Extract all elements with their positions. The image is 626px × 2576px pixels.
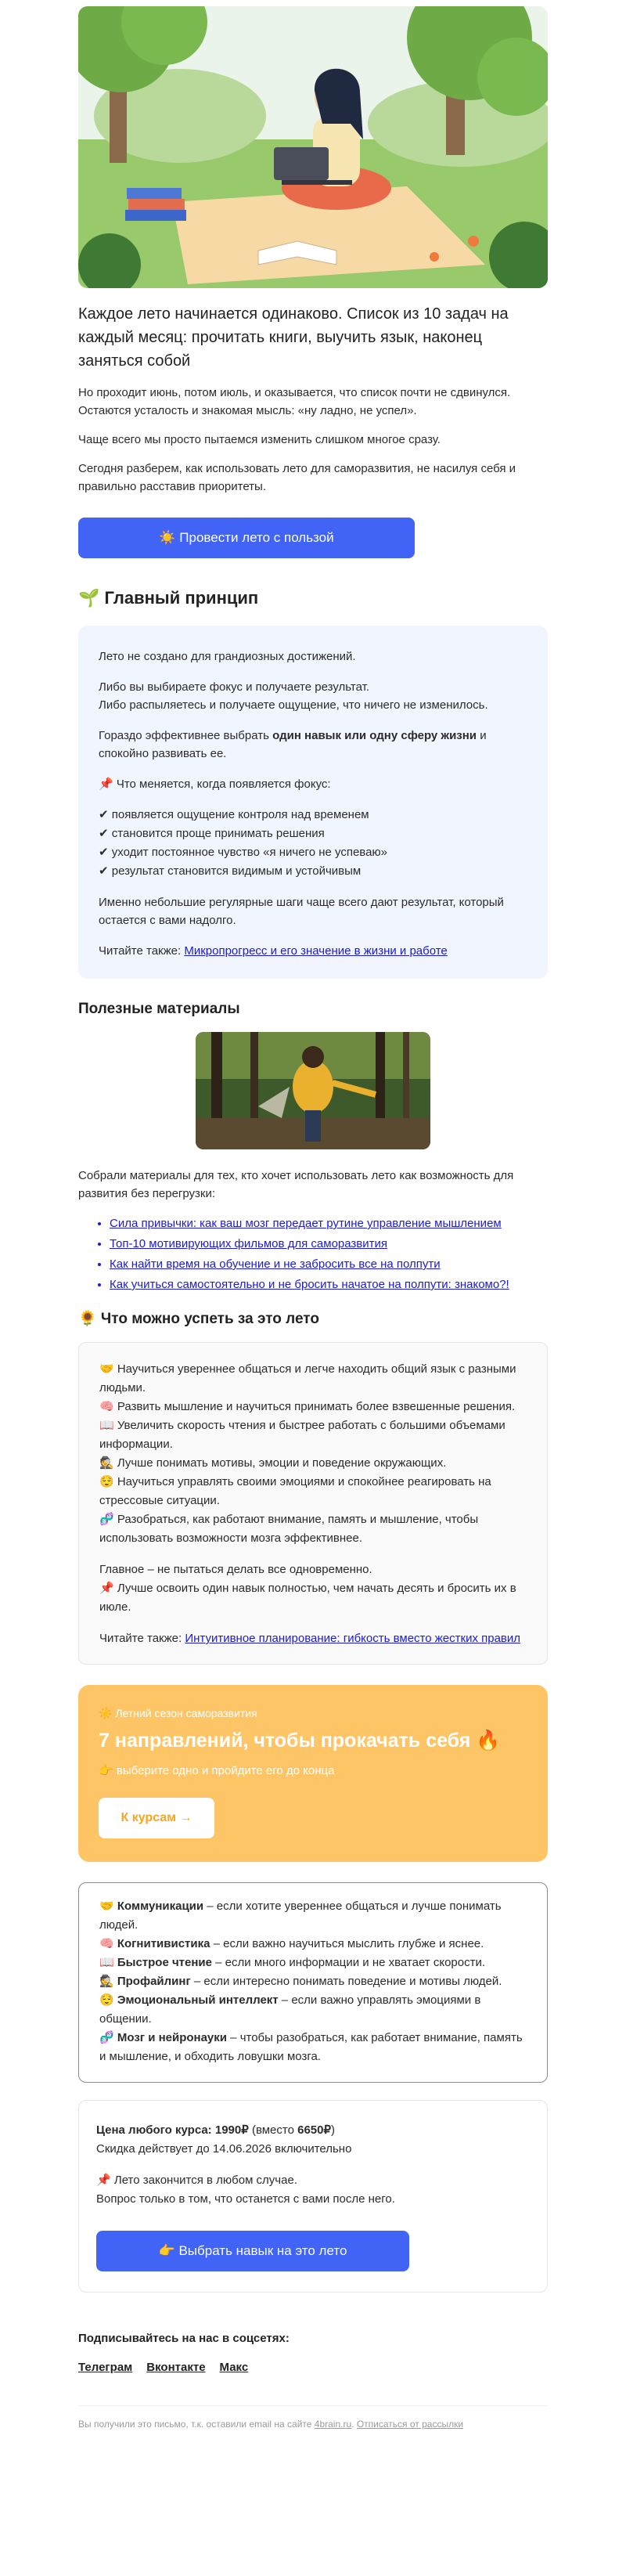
materials-title: Полезные материалы xyxy=(78,1001,240,1017)
list-item: 🤝 Научиться увереннее общаться и легче находить общий язык с разными людьми. xyxy=(99,1362,516,1394)
direction-text: – если важно научиться мыслить глубже и яснее. xyxy=(210,1937,484,1950)
principle-text xyxy=(99,678,527,714)
vkontakte-link[interactable]: Вконтакте xyxy=(146,2361,206,2374)
materials-intro: Собрали материалы для тех, кто хочет использовать лето как возможность для развития без перегрузки: xyxy=(78,1169,514,1200)
direction-name: Коммуникации xyxy=(117,1900,204,1913)
principle-text-pre: Гораздо эффективнее выбрать xyxy=(99,729,273,742)
material-link[interactable]: Сила привычки: как ваш мозг передает рутине управление мышлением xyxy=(110,1217,502,1230)
material-link[interactable]: Как найти время на обучение и не забросить все на полпути xyxy=(110,1257,441,1271)
telegram-link[interactable]: Телеграм xyxy=(78,2361,133,2374)
summer-main-line: Главное – не пытаться делать все одновременно. xyxy=(99,1563,372,1576)
social-links xyxy=(78,2361,548,2374)
summer-main xyxy=(99,1560,527,1617)
discount-text: Скидка действует до 14.06.2026 включительно xyxy=(96,2142,352,2156)
direction-text: – если хотите увереннее общаться и лучше понимать людей. xyxy=(99,1900,502,1932)
direction-item xyxy=(99,2029,527,2066)
direction-text: – если много информации и не хватает скорости. xyxy=(212,1956,486,1969)
woman-with-laptop-illustration xyxy=(78,6,548,288)
price-line xyxy=(96,2121,530,2140)
read-also xyxy=(99,1629,527,1648)
principle-title: 🌱 Главный принцип xyxy=(78,588,259,608)
footer xyxy=(78,2405,548,2430)
ending-text: Вопрос только в том, что останется с вами после него. xyxy=(96,2192,395,2206)
read-also-link[interactable]: Микропрогресс и его значение в жизни и работе xyxy=(184,944,448,958)
list-item: ✔ результат становится видимым и устойчивым xyxy=(99,864,362,878)
price-label: Цена любого курса: xyxy=(96,2123,215,2137)
summer-cta-button[interactable]: ☀️ Провести лето с пользой xyxy=(78,518,415,558)
choose-skill-button[interactable]: 👉 Выбрать навык на это лето xyxy=(96,2231,409,2271)
intro-paragraph: Чаще всего мы просто пытаемся изменить слишком многое сразу. xyxy=(78,433,441,446)
intro-paragraph: Сегодня разберем, как использовать лето для саморазвития, не насилуя себя и правильно расставив приоритеты. xyxy=(78,462,516,493)
principle-text: Лето не создано для грандиозных достижений. xyxy=(99,650,356,663)
read-also-label: Читайте также: xyxy=(99,1632,185,1645)
price-box xyxy=(78,2100,548,2293)
summer-main-line: 📌 Лучше освоить один навык полностью, чем начать десять и бросить их в июле. xyxy=(99,1582,516,1614)
principle-text-post: и спокойно развивать ее. xyxy=(99,729,487,760)
direction-item xyxy=(99,1972,527,1991)
detective-icon: 🕵 xyxy=(99,1975,114,1988)
book-icon: 📖 xyxy=(99,1956,114,1969)
changes-title: 📌 Что меняется, когда появляется фокус: xyxy=(99,777,331,791)
read-also xyxy=(99,942,527,960)
promo-tag: ☀️ Летний сезон саморазвития xyxy=(99,1707,257,1719)
social-title: Подписывайтесь на нас в соцсетях: xyxy=(78,2332,290,2345)
intro-lead: Каждое лето начинается одинаково. Список из 10 задач на каждый месяц: прочитать книги, выучить язык, наконец заняться собой xyxy=(78,305,509,370)
material-link[interactable]: Топ-10 мотивирующих фильмов для саморазвития xyxy=(110,1237,388,1250)
list-item: ✔ становится проще принимать решения xyxy=(99,827,325,840)
brain-icon: 🧠 xyxy=(99,1937,114,1950)
direction-item xyxy=(99,1935,527,1954)
read-also-link[interactable]: Интуитивное планирование: гибкость вместо жестких правил xyxy=(185,1632,521,1645)
email-body xyxy=(78,0,548,2430)
price-instead-post: ) xyxy=(331,2123,336,2137)
directions-box xyxy=(78,1882,548,2083)
list-item: 🧠 Развить мышление и научиться принимать более взвешенные решения. xyxy=(99,1400,516,1413)
list-item: ✔ появляется ощущение контроля над временем xyxy=(99,808,369,821)
list-item xyxy=(110,1214,548,1234)
footer-sep: . xyxy=(351,2419,357,2430)
summer-title: 🌻 Что можно успеть за это лето xyxy=(78,1311,319,1327)
list-item xyxy=(110,1234,548,1254)
direction-item xyxy=(99,1991,527,2029)
principle-text xyxy=(99,727,527,763)
summer-box xyxy=(78,1342,548,1665)
price-instead-pre: (вместо xyxy=(248,2123,298,2137)
price-value: 1990₽ xyxy=(214,2123,249,2137)
list-item xyxy=(110,1254,548,1275)
principle-text-bold: один навык или одну сферу жизни xyxy=(272,729,477,742)
direction-name: Когнитивистика xyxy=(117,1937,210,1950)
direction-text: – чтобы разобраться, как работает внимание, память и мышление, и обходить ловушки мозга. xyxy=(99,2031,523,2063)
changes-list xyxy=(99,806,527,881)
read-also-label: Читайте также: xyxy=(99,944,185,958)
price-old-value: 6650₽ xyxy=(297,2123,332,2137)
direction-text: – если интересно понимать поведение и мотивы людей. xyxy=(190,1975,502,1988)
principle-text: Именно небольшие регулярные шаги чаще всего дают результат, который остается с вами надолго. xyxy=(99,896,504,927)
list-item xyxy=(110,1275,548,1295)
promo-subtitle: 👉 выберите одно и пройдите его до конца xyxy=(99,1764,335,1777)
relieved-face-icon: 😌 xyxy=(99,1993,114,2007)
site-link[interactable]: 4brain.ru xyxy=(314,2419,352,2430)
courses-button[interactable]: К курсам → xyxy=(99,1798,214,1838)
direction-item xyxy=(99,1954,527,1972)
list-item: 🕵 Лучше понимать мотивы, эмоции и поведение окружающих. xyxy=(99,1456,447,1470)
woman-in-forest-photo xyxy=(196,1032,430,1149)
max-link[interactable]: Макс xyxy=(219,2361,249,2374)
direction-name: Быстрое чтение xyxy=(117,1956,212,1969)
principle-choice-b: Либо распыляетесь и получаете ощущение, что ничего не изменилось. xyxy=(99,698,488,712)
summer-list xyxy=(99,1360,527,1548)
list-item: 📖 Увеличить скорость чтения и быстрее работать с большими объемами информации. xyxy=(99,1419,505,1451)
materials-list xyxy=(78,1214,548,1295)
direction-text: – если важно управлять эмоциями в общении. xyxy=(99,1993,481,2026)
direction-item xyxy=(99,1897,527,1935)
intro-paragraph: Но проходит июнь, потом июль, и оказывается, что список почти не сдвинулся. Остаются усталость и знакомая мысль: «ну ладно, не успел». xyxy=(78,386,511,417)
list-item: 😌 Научиться управлять своими эмоциями и спокойнее реагировать на стрессовые ситуации. xyxy=(99,1475,491,1507)
handshake-icon: 🤝 xyxy=(99,1900,114,1913)
dna-icon: 🧬 xyxy=(99,2031,114,2044)
promo-title: 7 направлений, чтобы прокачать себя 🔥 xyxy=(99,1730,501,1752)
courses-promo-banner xyxy=(78,1685,548,1862)
list-item: 🧬 Разобраться, как работают внимание, память и мышление, чтобы использовать возможности мозга эффективнее. xyxy=(99,1513,479,1545)
direction-name: Эмоциональный интеллект xyxy=(117,1993,279,2007)
list-item: ✔ уходит постоянное чувство «я ничего не успеваю» xyxy=(99,846,388,859)
ending-text: 📌 Лето закончится в любом случае. xyxy=(96,2174,297,2187)
direction-name: Профайлинг xyxy=(117,1975,191,1988)
material-link[interactable]: Как учиться самостоятельно и не бросить начатое на полпути: знакомо?! xyxy=(110,1278,509,1291)
unsubscribe-link[interactable]: Отписаться от рассылки xyxy=(356,2419,464,2430)
principle-box xyxy=(78,626,548,979)
principle-choice-a: Либо вы выбираете фокус и получаете результат. xyxy=(99,680,369,694)
footer-text: Вы получили это письмо, т.к. оставили email на сайте xyxy=(78,2419,315,2430)
direction-name: Мозг и нейронауки xyxy=(117,2031,228,2044)
